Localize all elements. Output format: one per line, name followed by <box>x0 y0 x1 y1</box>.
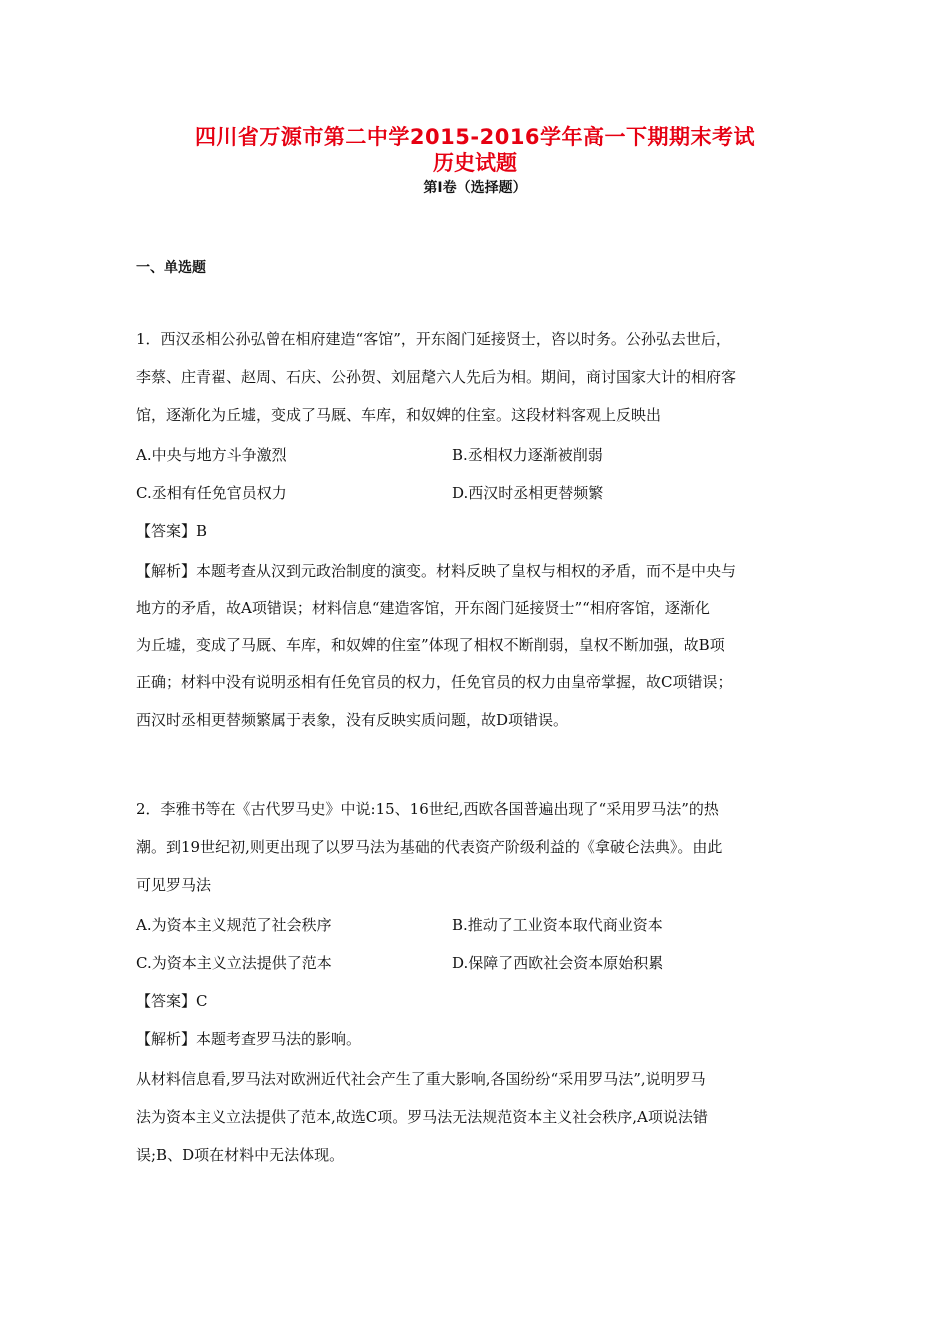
exam-title: 四川省万源市第二中学2015-2016学年高一下期期末考试 <box>194 125 756 149</box>
q2-option-d: D.保障了西欧社会资本原始积累 <box>452 954 664 972</box>
q2-stem-line-3: 可见罗马法 <box>136 876 212 894</box>
q2-analysis-line-1: 【解析】本题考查罗马法的影响。 <box>136 1030 362 1048</box>
q2-option-b: B.推动了工业资本取代商业资本 <box>452 916 663 934</box>
q2-analysis-line-4: 误;B、D项在材料中无法体现。 <box>136 1146 345 1164</box>
q1-analysis-line-2: 地方的矛盾，故A项错误；材料信息“建造客馆，开东阁门延接贤士”“相府客馆，逐渐化 <box>136 599 710 617</box>
q2-analysis-line-3: 法为资本主义立法提供了范本,故选C项。罗马法无法规范资本主义社会秩序,A项说法错 <box>136 1108 708 1126</box>
section-heading: 一、单选题 <box>136 260 206 276</box>
volume-subtitle: 第Ⅰ卷（选择题） <box>423 180 527 196</box>
q1-stem-line-1: 1．西汉丞相公孙弘曾在相府建造“客馆”，开东阁门延接贤士，咨以时务。公孙弘去世后， <box>136 330 731 348</box>
q2-stem-line-2: 潮。到19世纪初,则更出现了以罗马法为基础的代表资产阶级利益的《拿破仑法典》。由此 <box>136 838 723 856</box>
q1-answer: 【答案】B <box>136 522 208 540</box>
q1-analysis-line-5: 西汉时丞相更替频繁属于表象，没有反映实质问题，故D项错误。 <box>136 711 569 729</box>
q1-analysis-line-4: 正确；材料中没有说明丞相有任免官员的权力，任免官员的权力由皇帝掌握，故C项错误； <box>136 673 733 691</box>
q1-stem-line-3: 馆，逐渐化为丘墟，变成了马厩、车库，和奴婢的住室。这段材料客观上反映出 <box>136 406 662 424</box>
q2-option-c: C.为资本主义立法提供了范本 <box>136 954 332 972</box>
q1-option-b: B.丞相权力逐渐被削弱 <box>452 446 603 464</box>
q2-answer: 【答案】C <box>136 992 208 1010</box>
q1-analysis-line-3: 为丘墟，变成了马厩、车库，和奴婢的住室”体现了相权不断削弱，皇权不断加强，故B项 <box>136 636 725 654</box>
q1-stem-line-2: 李蔡、庄青翟、赵周、石庆、公孙贺、刘屈氂六人先后为相。期间，商讨国家大计的相府客 <box>136 368 737 386</box>
q2-analysis-line-2: 从材料信息看,罗马法对欧洲近代社会产生了重大影响,各国纷纷“采用罗马法”,说明罗马 <box>136 1070 706 1088</box>
q1-analysis-line-1: 【解析】本题考查从汉到元政治制度的演变。材料反映了皇权与相权的矛盾，而不是中央与 <box>136 562 737 580</box>
q1-option-d: D.西汉时丞相更替频繁 <box>452 484 604 502</box>
q1-option-a: A.中央与地方斗争激烈 <box>136 446 287 464</box>
q2-stem-line-1: 2．李雅书等在《古代罗马史》中说:15、16世纪,西欧各国普遍出现了“采用罗马法”的热 <box>136 800 719 818</box>
q2-option-a: A.为资本主义规范了社会秩序 <box>136 916 332 934</box>
exam-subject-title: 历史试题 <box>433 151 517 175</box>
q1-option-c: C.丞相有任免官员权力 <box>136 484 287 502</box>
